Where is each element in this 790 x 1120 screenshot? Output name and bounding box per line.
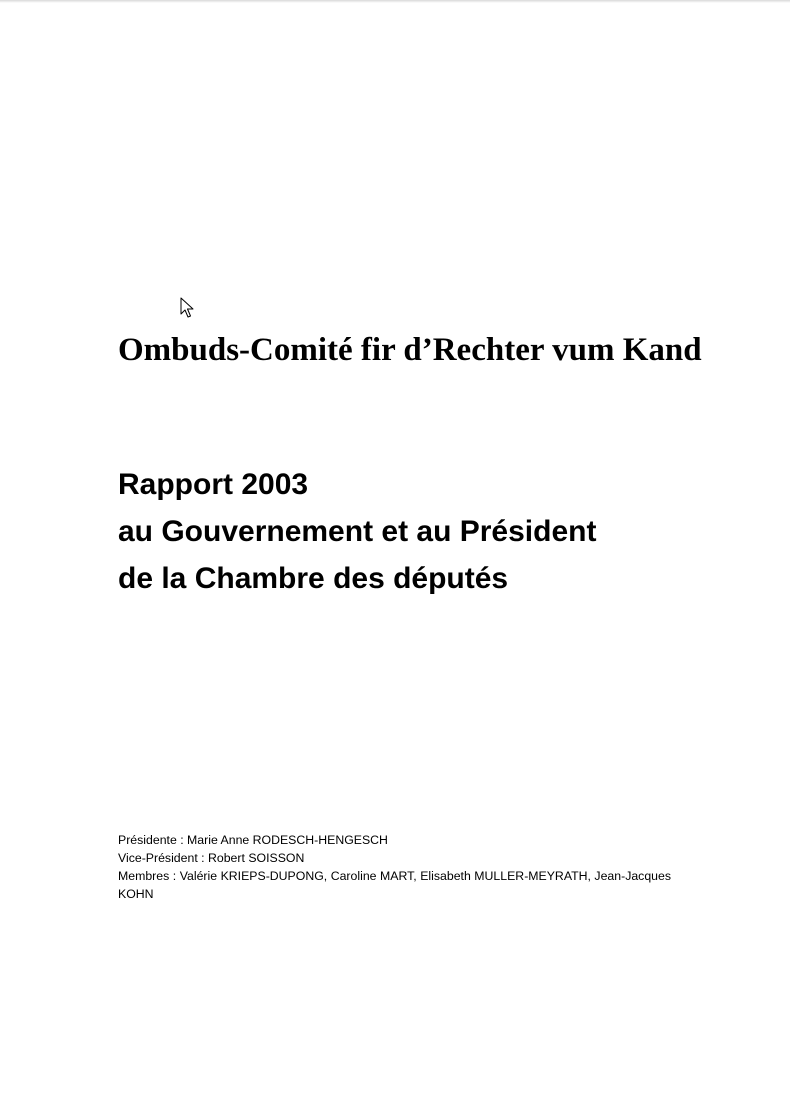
- mouse-pointer-icon: [180, 297, 194, 319]
- vice-president-line: Vice-Président : Robert SOISSON: [118, 851, 305, 865]
- report-title-line-2: au Gouvernement et au Président: [118, 515, 597, 548]
- members-line-continued: KOHN: [118, 887, 154, 901]
- organization-title: Ombuds-Comité fir d’Rechter vum Kand: [118, 332, 702, 368]
- president-line: Présidente : Marie Anne RODESCH-HENGESCH: [118, 833, 388, 847]
- members-line: Membres : Valérie KRIEPS-DUPONG, Caroline MART, Elisabeth MULLER-MEYRATH, Jean-Jacques: [118, 869, 671, 883]
- committee-members: [118, 831, 671, 903]
- report-title-line-3: de la Chambre des députés: [118, 562, 509, 595]
- report-title: [118, 461, 738, 602]
- report-title-line-1: Rapport 2003: [118, 468, 309, 501]
- page-top-edge: [0, 0, 790, 3]
